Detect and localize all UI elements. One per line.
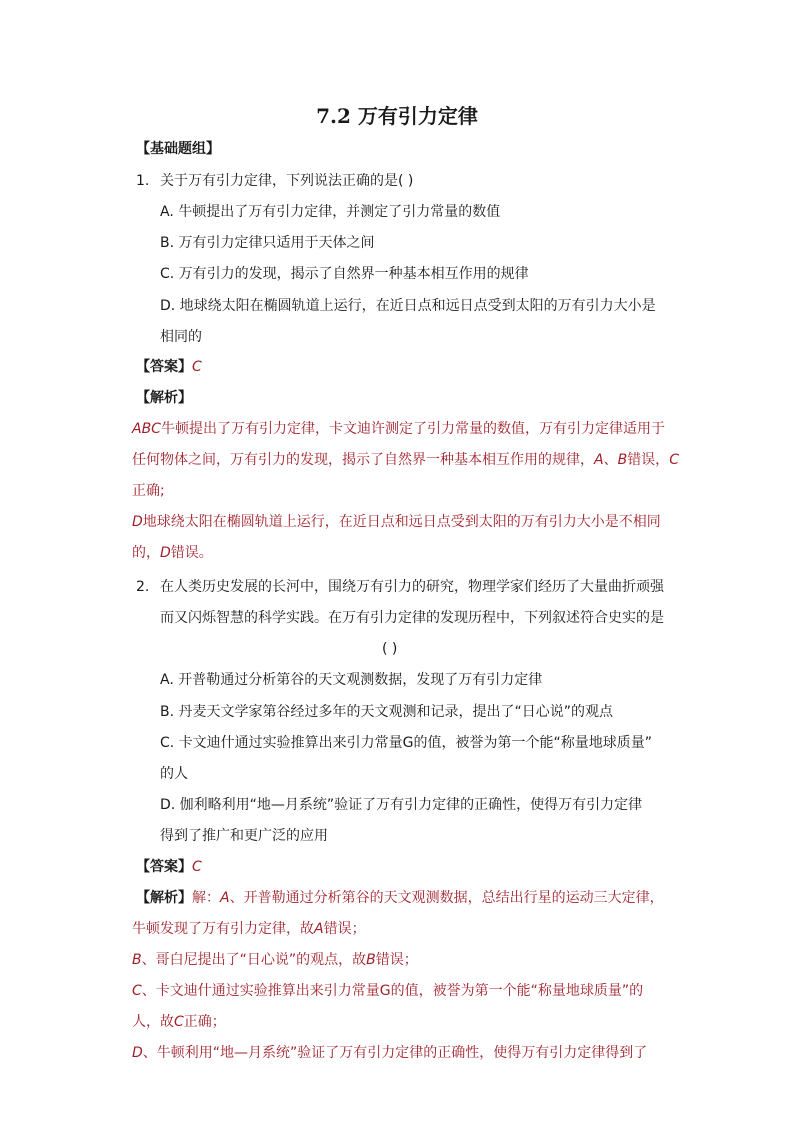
question-1-stem: 关于万有引力定律，下列说法正确的是( ) [160,173,414,189]
answer-label: 【答案】 [136,859,192,875]
question-2-analysis-line-1 [136,888,664,908]
analysis-text: 、哥白尼提出了“日心说”的观点，故 [141,952,367,968]
question-2-number: 2. [136,579,150,595]
question-2-option-b: B. 丹麦天文学家第谷经过多年的天文观测和记录，提出了“日心说”的观点 [160,704,614,720]
question-2-option-d: D. 伽利略利用“地—月系统”验证了万有引力定律的正确性，使得万有引力定律 [160,797,643,813]
question-2-analysis-line-5 [132,1012,226,1032]
question-2-option-a: A. 开普勒通过分析第谷的天文观测数据，发现了万有引力定律 [160,672,543,688]
analysis-text: 、 [603,452,618,468]
analysis-term: A [314,921,324,937]
question-1-option-d-cont: 相同的 [160,329,202,345]
analysis-text: 的， [132,545,160,561]
question-1-analysis-line-5 [132,543,213,563]
question-1-analysis-line-4 [132,512,661,532]
question-1-analysis-label: 【解析】 [136,390,192,406]
question-1-option-a: A. 牛顿提出了万有引力定律，并测定了引力常量的数值 [160,204,501,220]
analysis-term: D [132,514,143,530]
section-header: 【基础题组】 [136,141,220,157]
analysis-term: B [366,952,376,968]
analysis-text: 人，故 [132,1014,174,1030]
answer-value: C [192,359,202,375]
analysis-text: 错误， [627,452,670,468]
question-2-analysis-line-2 [132,919,366,939]
analysis-text: 牛顿提出了万有引力定律，卡文迪许测定了引力常量的数值，万有引力定律适用于 [160,421,665,437]
question-2-option-d-cont: 得到了推广和更广泛的应用 [160,828,328,844]
analysis-text: 正确； [183,1014,226,1030]
question-1-option-b: B. 万有引力定律只适用于天体之间 [160,235,375,251]
question-2-analysis-line-6 [132,1043,647,1063]
question-2-stem-line-1: 在人类历史发展的长河中，围绕万有引力的研究，物理学家们经历了大量曲折顽强 [160,579,664,595]
analysis-text: 解： [192,890,220,906]
analysis-term: C [174,1014,184,1030]
analysis-term: ABC [132,421,161,437]
page-title: 7.2 万有引力定律 [316,104,478,128]
question-1-analysis-line-2 [132,450,679,470]
analysis-text: 牛顿发现了万有引力定律，故 [132,921,314,937]
analysis-text: 错误； [375,952,418,968]
analysis-text: 错误； [323,921,366,937]
analysis-term: B [617,452,628,468]
analysis-term: D [132,1045,143,1061]
analysis-term: A [594,452,604,468]
question-2-option-c-cont: 的人 [160,766,188,782]
question-1-option-c: C. 万有引力的发现，揭示了自然界一种基本相互作用的规律 [160,266,529,282]
analysis-term: C [669,452,679,468]
analysis-label: 【解析】 [136,890,192,906]
analysis-text: 、牛顿利用“地—月系统”验证了万有引力定律的正确性，使得万有引力定律得到了 [142,1045,648,1061]
question-1-answer [136,357,202,377]
analysis-term: A [220,890,230,906]
question-1-analysis-line-3: 正确; [132,483,165,499]
question-2-analysis-line-4 [132,981,643,1001]
question-2-stem-line-2: 而又闪烁智慧的科学实践。在万有引力定律的发现历程中，下列叙述符合史实的是 [160,610,664,626]
analysis-term: D [160,545,171,561]
question-1-analysis-line-1 [132,419,665,439]
analysis-text: 、开普勒通过分析第谷的天文观测数据，总结出行星的运动三大定律， [229,890,664,906]
question-1-option-d: D. 地球绕太阳在椭圆轨道上运行，在近日点和远日点受到太阳的万有引力大小是 [160,298,656,314]
answer-label: 【答案】 [136,359,192,375]
answer-value: C [192,859,202,875]
question-2-analysis-line-3 [132,950,418,970]
analysis-term: C [132,983,142,999]
analysis-text: 任何物体之间，万有引力的发现，揭示了自然界一种基本相互作用的规律， [132,452,594,468]
analysis-text: 、卡文迪什通过实验推算出来引力常量G的值，被誉为第一个能“称量地球质量”的 [141,983,644,999]
analysis-text: 地球绕太阳在椭圆轨道上运行，在近日点和远日点受到太阳的万有引力大小是不相同 [142,514,661,530]
analysis-term: B [132,952,142,968]
question-2-answer [136,857,202,877]
analysis-text: 错误。 [170,545,213,561]
question-2-stem-line-3: ( ) [382,641,398,657]
question-1-number: 1. [136,173,150,189]
question-2-option-c: C. 卡文迪什通过实验推算出来引力常量G的值，被誉为第一个能“称量地球质量” [160,735,653,751]
